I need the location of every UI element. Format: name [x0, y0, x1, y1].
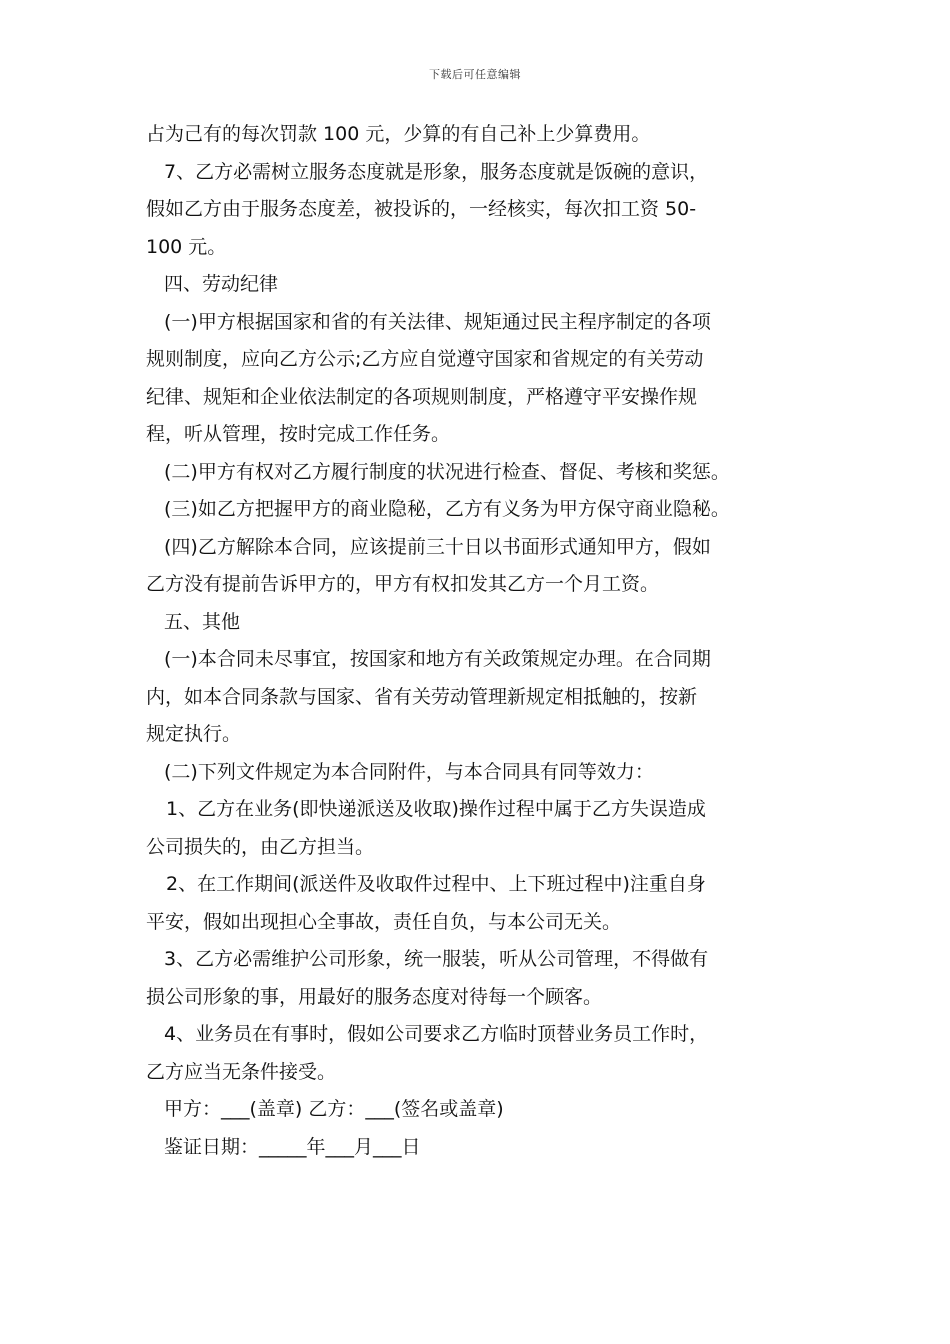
text-line: (二)下列文件规定为本合同附件，与本合同具有同等效力： [164, 760, 654, 783]
text-line: (三)如乙方把握甲方的商业隐秘，乙方有义务为甲方保守商业隐秘。 [164, 498, 730, 520]
page-header-note: 下载后可任意编辑 [429, 68, 521, 81]
date-line: 鉴证日期：_____年___月___日 [164, 1135, 421, 1158]
text-line: 2、在工作期间(派送件及收取件过程中、上下班过程中)注重自身 [166, 873, 706, 895]
text-line: (二)甲方有权对乙方履行制度的状况进行检查、督促、考核和奖惩。 [164, 460, 730, 483]
text-line: 纪律、规矩和企业依法制定的各项规则制度，严格遵守平安操作规 [146, 385, 698, 408]
text-line: 内，如本合同条款与国家、省有关劳动管理新规定相抵触的，按新 [146, 685, 698, 708]
text-line: 假如乙方由于服务态度差，被投诉的，一经核实，每次扣工资 50- [146, 198, 697, 220]
text-line: 损公司形象的事，用最好的服务态度对待每一个顾客。 [146, 985, 603, 1008]
document-body [146, 116, 818, 1166]
text-line: 4、业务员在有事时，假如公司要求乙方临时顶替业务员工作时， [164, 1023, 709, 1045]
text-line: 100 元。 [146, 235, 227, 258]
text-line: 1、乙方在业务(即快递派送及收取)操作过程中属于乙方失误造成 [166, 798, 706, 820]
text-line: 规则制度，应向乙方公示;乙方应自觉遵守国家和省规定的有关劳动 [146, 348, 704, 370]
text-line: 乙方应当无条件接受。 [146, 1060, 337, 1083]
text-line: 规定执行。 [146, 723, 242, 745]
text-line: 占为己有的每次罚款 100 元，少算的有自己补上少算费用。 [146, 123, 651, 145]
text-line: 7、乙方必需树立服务态度就是形象，服务态度就是饭碗的意识， [164, 160, 709, 183]
text-line: 程，听从管理，按时完成工作任务。 [146, 423, 451, 445]
text-line: (一)甲方根据国家和省的有关法律、规矩通过民主程序制定的各项 [164, 310, 711, 333]
text-line: 公司损失的，由乙方担当。 [146, 835, 375, 858]
signature-line: 甲方：___(盖章) 乙方：___(签名或盖章) [164, 1098, 504, 1120]
text-line: (四)乙方解除本合同，应该提前三十日以书面形式通知甲方，假如 [164, 535, 711, 558]
text-line: 乙方没有提前告诉甲方的，甲方有权扣发其乙方一个月工资。 [146, 573, 660, 595]
text-line: 3、乙方必需维护公司形象，统一服装，听从公司管理，不得做有 [164, 948, 709, 970]
text-line: 平安，假如出现担心全事故，责任自负，与本公司无关。 [146, 910, 622, 933]
text-line: (一)本合同未尽事宜，按国家和地方有关政策规定办理。在合同期 [164, 648, 711, 670]
section-heading: 四、劳动纪律 [164, 273, 279, 295]
section-heading: 五、其他 [164, 610, 241, 633]
